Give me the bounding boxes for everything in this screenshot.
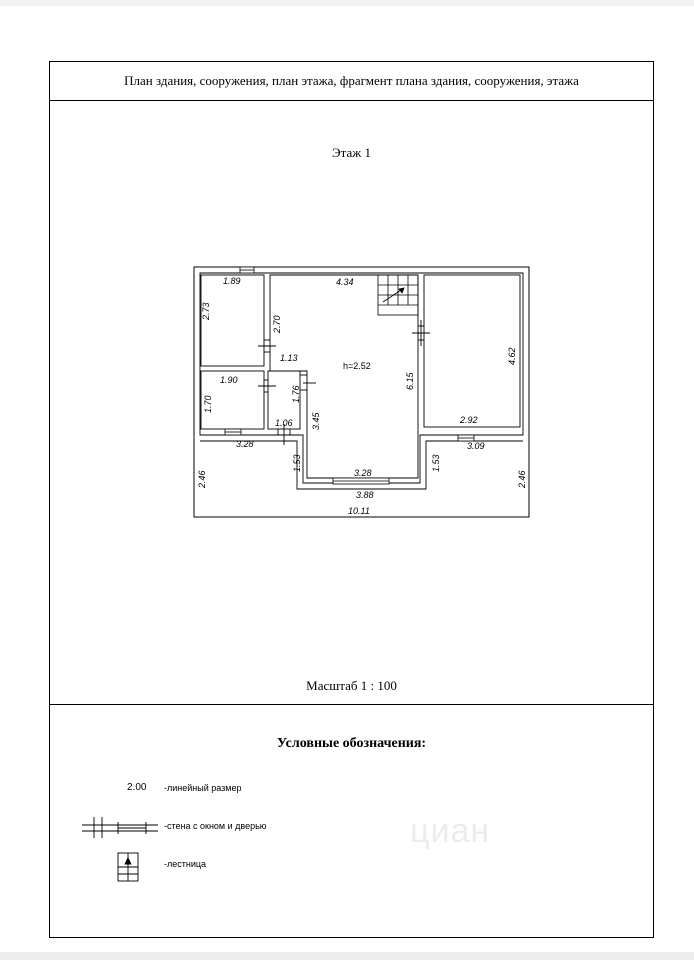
windows (225, 267, 474, 484)
dim-3-45: 3.45 (311, 412, 321, 430)
dim-1-13: 1.13 (280, 353, 298, 363)
dim-3-28-center: 3.28 (354, 468, 372, 478)
dim-10-11: 10.11 (348, 506, 370, 516)
legend-wall-symbol (82, 817, 158, 838)
height-label: h=2.52 (343, 361, 371, 371)
dim-1-76: 1.76 (291, 385, 301, 403)
sheet-title: План здания, сооружения, план этажа, фрагмент плана здания, сооружения, этажа (124, 73, 579, 88)
dim-1-06: 1.06 (275, 418, 293, 428)
dim-2-92: 2.92 (460, 415, 478, 425)
dim-2-46-right: 2.46 (517, 470, 527, 488)
dim-2-73: 2.73 (201, 302, 211, 320)
hall (270, 275, 418, 478)
legend-linear-size: -линейный размер (164, 783, 242, 793)
legend-stairs-symbol (118, 853, 138, 881)
dim-1-53-left: 1.53 (292, 454, 302, 472)
dim-2-46-left: 2.46 (197, 470, 207, 488)
legend-sample-value: 2.00 (127, 782, 147, 793)
bottom-edge (0, 952, 694, 960)
floor-label: Этаж 1 (332, 145, 371, 160)
legend-stairs: -лестница (164, 859, 207, 869)
dim-1-89: 1.89 (223, 276, 241, 286)
dim-1-90: 1.90 (220, 375, 238, 385)
room-right (424, 275, 520, 427)
dim-2-70: 2.70 (272, 315, 282, 333)
dim-3-28-left: 3.28 (236, 439, 254, 449)
dim-1-53-right: 1.53 (431, 454, 441, 472)
dim-4-62: 4.62 (507, 347, 517, 365)
legend-title: Условные обозначения: (276, 736, 427, 751)
legend-wall: -стена с окном и дверью (164, 821, 267, 831)
dim-1-70: 1.70 (203, 395, 213, 413)
watermark-logo: циан (410, 812, 491, 850)
dim-4-34: 4.34 (336, 277, 354, 287)
living-area-outline (200, 273, 523, 483)
dim-3-88: 3.88 (356, 490, 374, 500)
dim-3-09: 3.09 (467, 441, 485, 451)
dim-6-15: 6.15 (405, 372, 415, 390)
scale-label: Масштаб 1 : 100 (306, 678, 397, 693)
stairs-symbol (378, 275, 418, 315)
